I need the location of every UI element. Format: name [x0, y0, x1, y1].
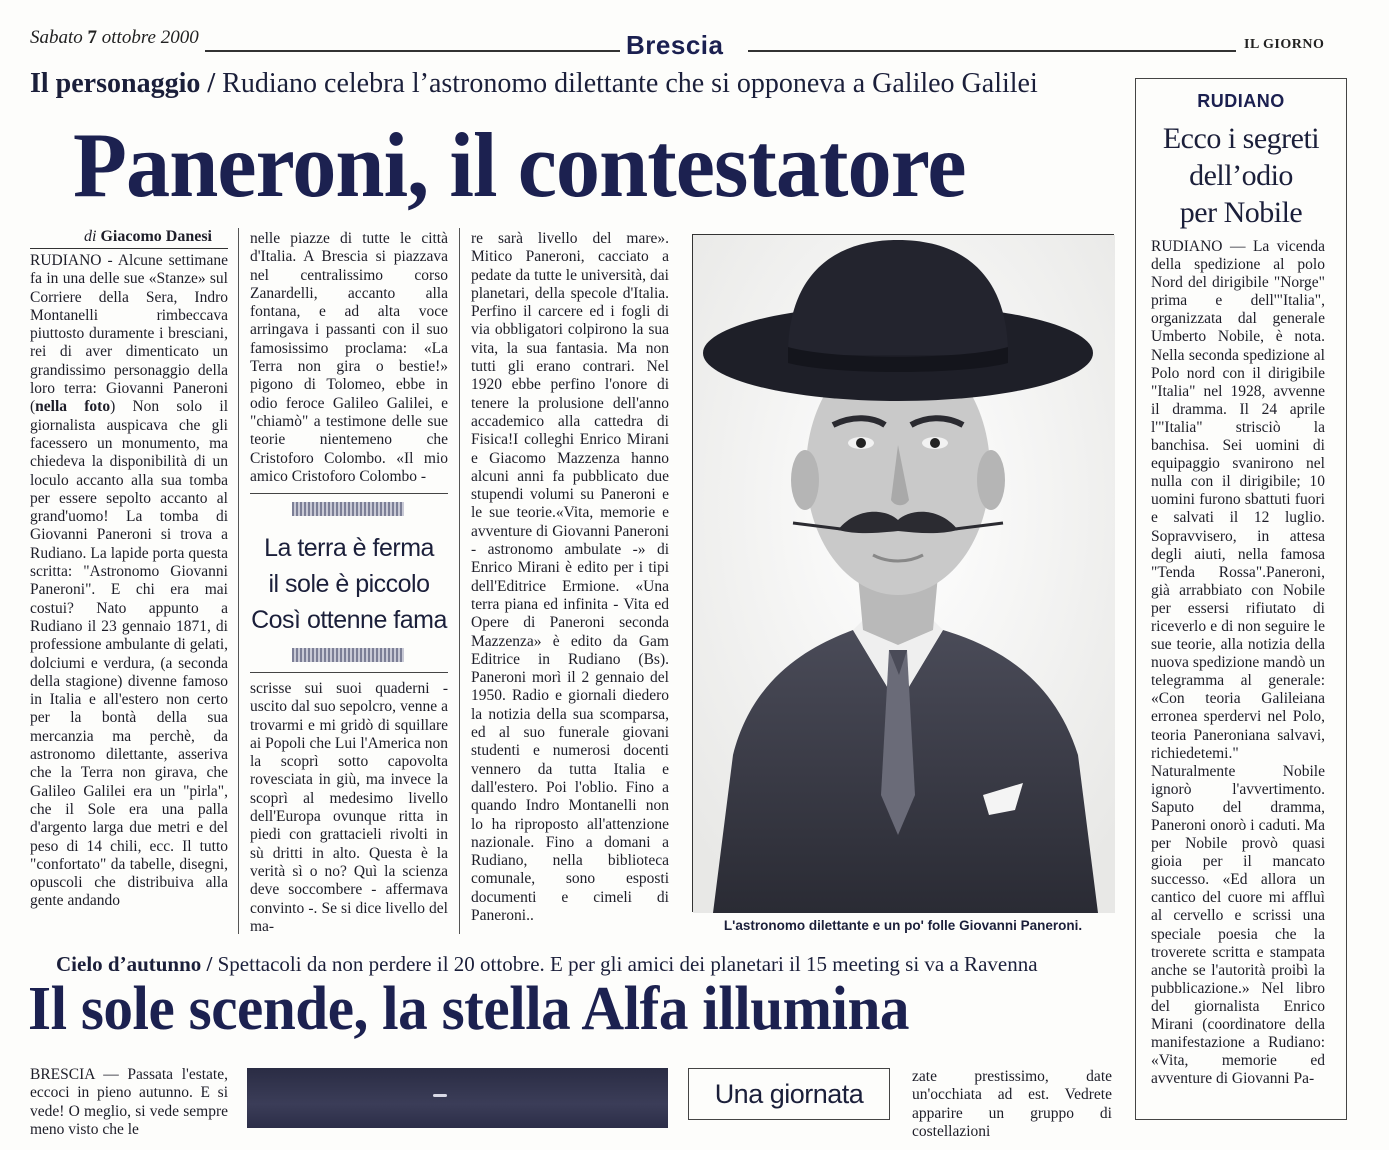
night-sky-photo [247, 1068, 668, 1128]
article-column-3: re sarà livello del mare». Mitico Paneroni, cacciato a pedate da tutte le università, dai planetari, della specole d'Italia. Perfino il carcere ed i fogli di via obbligatori colpirono la sua vita, la sua fantasia. Ma non tutti gli erano contrari. Nel 1920 ebbe perfino l'onore di tenere la prolusione dell'anno accademico alla cattedra di Fisica!I colleghi Enrico Mirani e Giacomo Mazzenza hanno alcuni anni fa pubblicato due stupendi volumi su Paneroni e le sue teorie.«Vita, memorie e avventure di Giovanni Paneroni - astronomo ambulate -» di Enrico Mirani è edito per i tipi dell'Editrice Ermione. «Una terra piana ed infinita - Vita ed Opere di Paneroni seconda Mazzenza» è edito da Gam Editrice in Rudiano (Bs). Paneroni morì il 2 gennaio del 1950. Radio e giornali diedero la notizia della sua scomparsa, ed al suo funerale giovani studenti e numerosi docenti vennero da tutta Italia e dall'estero. Poi l'oblio. Fino a quando Indro Montanelli non lo ha riproposto all'attenzione nazionale. Fino a domani a Rudiano, nella biblioteca comunale, sono esposti documenti e cimeli di Paneroni.. [471, 230, 669, 924]
sidebar-tag: RUDIANO [1197, 91, 1285, 111]
pull-quote-ornament-bottom [292, 648, 404, 662]
issue-date: Sabato 7 ottobre 2000 [30, 27, 199, 48]
column-divider [238, 228, 239, 934]
byline: di Giacomo Danesi [84, 228, 212, 245]
second-article-column-1: BRESCIA — Passata l'estate, eccoci in pieno autunno. E si vede! O meglio, si vede sempre meno visto che le [30, 1066, 228, 1138]
main-kicker [30, 68, 1038, 100]
second-kicker-text: Spettacoli da non perdere il 20 ottobre. E per gli amici dei planetari il 15 meeting si va a Ravenna [212, 952, 1038, 976]
kicker-label: Il personaggio / [30, 68, 216, 99]
column-divider [459, 228, 460, 934]
pull-quote-ornament-top [292, 502, 404, 516]
header-rule-right [748, 50, 1236, 52]
byline-rule [30, 248, 228, 249]
second-kicker-label: Cielo d’autunno / [56, 952, 213, 976]
boxed-title: Una giornata [688, 1068, 890, 1120]
section-title: Brescia [626, 30, 724, 60]
article-column-2-top: nelle piazze di tutte le città d'Italia. A Brescia si piazzava nel centralissimo corso Zanardelli, accanto alla fontana, e ad alta voce arringava i passanti con il suo famosissimo proclama: «La Terra non gira o bestie!» pigono di Tolomeo, ebbe in odio feroce Galileo Galilei, e "chiamò" a testimone delle sue teorie nientemeno che Cristoforo Colombo. «Il mio amico Cristoforo Colombo - [250, 230, 448, 485]
second-article-column-3: zate prestissimo, date un'occhiata ad est. Vedrete apparire un gruppo di costellazioni [912, 1068, 1112, 1140]
main-headline: Paneroni, il contestatore [73, 114, 966, 216]
sidebar-body: RUDIANO — La vicenda della spedizione al polo Nord del dirigibile "Norge" prima e dell'"Italia", organizzata dal generale Umberto Nobile, è nota. Nella seconda spedizione al Polo nord con il dirigibile "Italia" nel 1928, avvenne il dramma. Il 24 aprile l'"Italia" strisciò la banchisa. Sei uomini di equipaggio svanirono nel nulla con il dirigibile; 10 uomini furono sbattuti fuori e salvati il 12 luglio. Sopravvisero, in attesa degli aiuti, nella famosa "Tenda Rossa".Paneroni, già arrabbiato con Nobile per essersi rifiutato di riceverlo e di non seguire le sue teorie, alla notizia della nuova spedizione mandò un telegramma al generale: «Con teoria Galileiana erronea sperdervi nel Polo, teoria Paneroniana salvavi, richiedetemi." Naturalmente Nobile ignorò l'avvertimento. Saputo del dramma, Paneroni onorò i caduti. Ma per Nobile provò quasi gioia per il mancato successo. «Ed allora un cantico del cuore mi affluì al cervello e scrissi una speciale poesia che la troverete scritta e stampata anche se l'autorità proibì la pubblicazione.» Nel libro del giornalista Enrico Mirani (coordinatore della manifestazione a Rudiano: «Vita, memorie ed avventure di Giovanni Pa- [1151, 238, 1325, 1088]
article-column-2-bottom: scrisse sui suoi quaderni - uscito dal suo sepolcro, venne a trovarmi e mi gridò di squillare ai Popoli che Lui l'America non la scoprì sotto capovolta rovesciata in giù, ma invece la scoprì al medesimo livello dell'Europa ovunque ritta in piedi con grattacieli rivolti in sù dritti in alto. Questa è la verità sì o no? Quì la scienza deve soccombere - affermava convinto -. Se si dice livello del ma- [250, 680, 448, 935]
kicker-text: Rudiano celebra l’astronomo dilettante che si opponeva a Galileo Galilei [215, 68, 1038, 99]
second-headline: Il sole scende, la stella Alfa illumina [28, 975, 910, 1043]
pull-quote-rule-top [250, 493, 448, 494]
newspaper-name: IL GIORNO [1244, 37, 1325, 52]
photo-caption: L'astronomo dilettante e un po' folle Giovanni Paneroni. [723, 918, 1083, 933]
star-highlight [433, 1094, 447, 1097]
header-rule-left [205, 50, 620, 52]
pull-quote: La terra è ferma il sole è piccolo Così ottenne fama [251, 534, 447, 634]
pull-quote-rule-bottom [250, 672, 448, 673]
portrait-photo [692, 234, 1114, 912]
article-column-1: RUDIANO - Alcune settimane fa in una delle sue «Stanze» sul Corriere della Sera, Indro Montanelli rimbeccava piuttosto duramente i bresciani, rei di aver dimenticato un grandissimo personaggio della loro terra: Giovanni Paneroni (nella foto) Non solo il giornalista auspicava che gli facessero un monumento, ma chiedeva la disponibilità di un loculo accanto alla sua tomba per essere sepolto accanto al grand'uomo! La tomba di Giovanni Paneroni si trova a Rudiano. La lapide porta questa scritta: "Astronomo Giovanni Paneroni". E chi era mai costui? Nato appunto a Rudiano il 23 gennaio 1871, di professione ambulante di gelati, dolciumi e verdura, (a seconda della stagione) divenne famoso in Italia e all'estero non certo per la bontà della sua mercanzia ma perchè, da astronomo dilettante, asseriva che la Terra non girava, che Galileo Galilei era un "pirla", che il Sole era una palla d'argento larga due metri e del peso di 14 chili, ecc. Il tutto "confortato" da tabelle, disegni, opuscoli che distribuiva alla gente andando [30, 252, 229, 910]
sidebar-headline: Ecco i segreti dell’odio per Nobile [1162, 122, 1320, 229]
portrait-illustration [693, 235, 1115, 913]
